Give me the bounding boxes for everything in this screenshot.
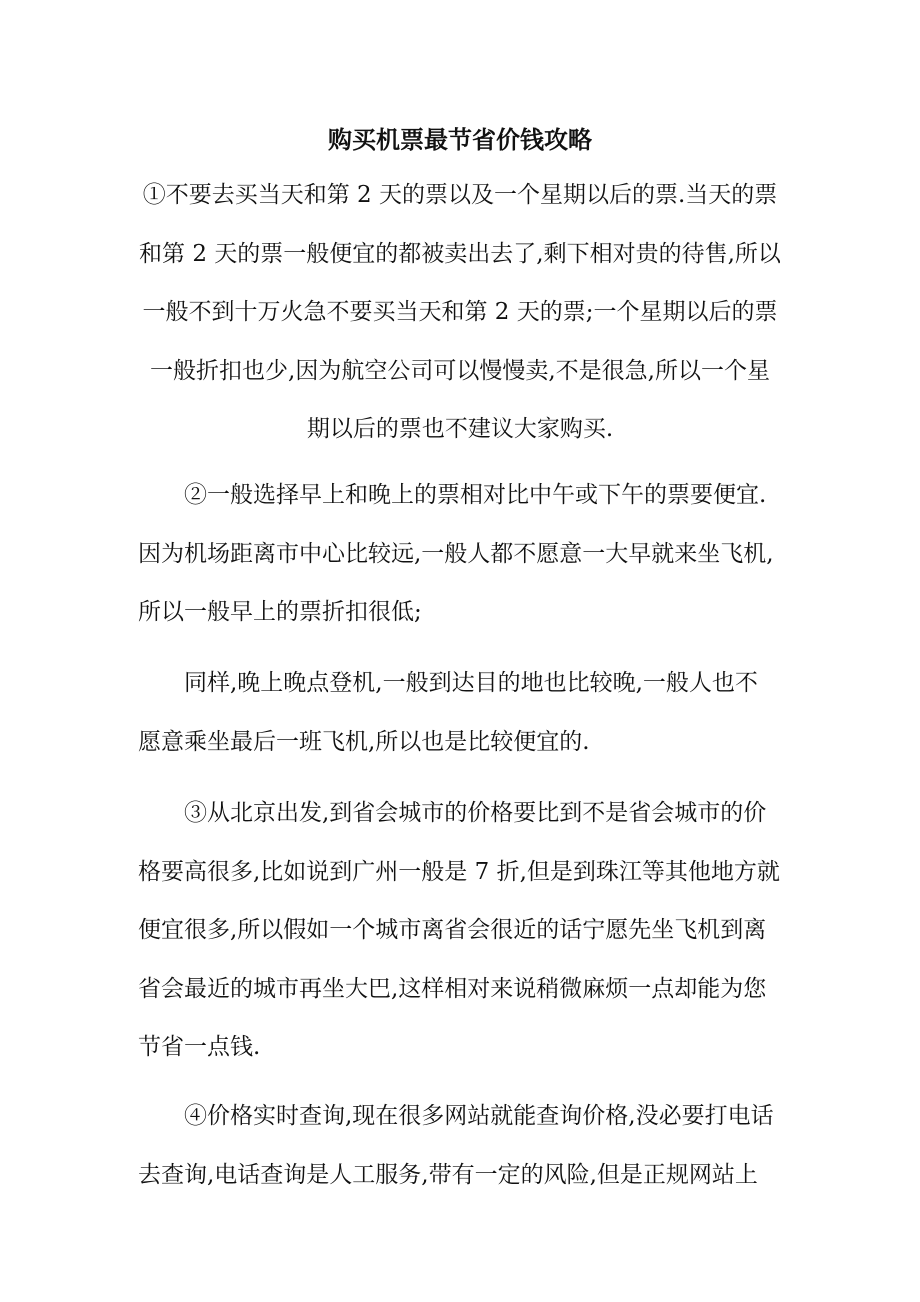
paragraph-line: ④价格实时查询,现在很多网站就能查询价格,没必要打电话 (184, 1103, 774, 1129)
paragraph-line: 期以后的票也不建议大家购买. (306, 416, 614, 442)
paragraph-line: 愿意乘坐最后一班飞机,所以也是比较便宜的. (138, 728, 590, 755)
paragraph-line: 同样,晚上晚点登机,一般到达目的地也比较晚,一般人也不 (184, 670, 758, 696)
paragraph-line: 省会最近的城市再坐大巴,这样相对来说稍微麻烦一点却能为您 (138, 975, 767, 1002)
paragraph-4 (138, 784, 782, 1077)
paragraph-line: 因为机场距离市中心比较远,一般人都不愿意一大早就来坐飞机, (138, 540, 774, 567)
paragraph-line: 一般折扣也少,因为航空公司可以慢慢卖,不是很急,所以一个星 (150, 357, 770, 384)
paragraph-1 (138, 166, 782, 459)
paragraph-line: 便宜很多,所以假如一个城市离省会很近的话宁愿先坐飞机到离 (138, 917, 767, 943)
paragraph-line: 去查询,电话查询是人工服务,带有一定的风险,但是正规网站上 (138, 1161, 758, 1188)
paragraph-2 (138, 466, 782, 642)
paragraph-line: 一般不到十万火急不要买当天和第 2 天的票;一个星期以后的票 (142, 299, 778, 325)
paragraph-line: 节省一点钱. (138, 1034, 261, 1060)
paragraph-line: ②一般选择早上和晚上的票相对比中午或下午的票要便宜. (184, 482, 767, 508)
paragraph-line: ①不要去买当天和第 2 天的票以及一个星期以后的票.当天的票 (142, 182, 778, 208)
paragraph-line: 和第 2 天的票一般便宜的都被卖出去了,剩下相对贵的待售,所以 (139, 240, 781, 267)
paragraph-3 (138, 654, 782, 771)
paragraph-line: 格要高很多,比如说到广州一般是 7 折,但是到珠江等其他地方就 (138, 858, 780, 885)
document-title: 购买机票最节省价钱攻略 (328, 125, 592, 154)
paragraph-line: ③从北京出发,到省会城市的价格要比到不是省会城市的价 (184, 800, 767, 826)
paragraph-line: 所以一般早上的票折扣很低; (138, 599, 422, 625)
paragraph-5 (138, 1087, 782, 1204)
